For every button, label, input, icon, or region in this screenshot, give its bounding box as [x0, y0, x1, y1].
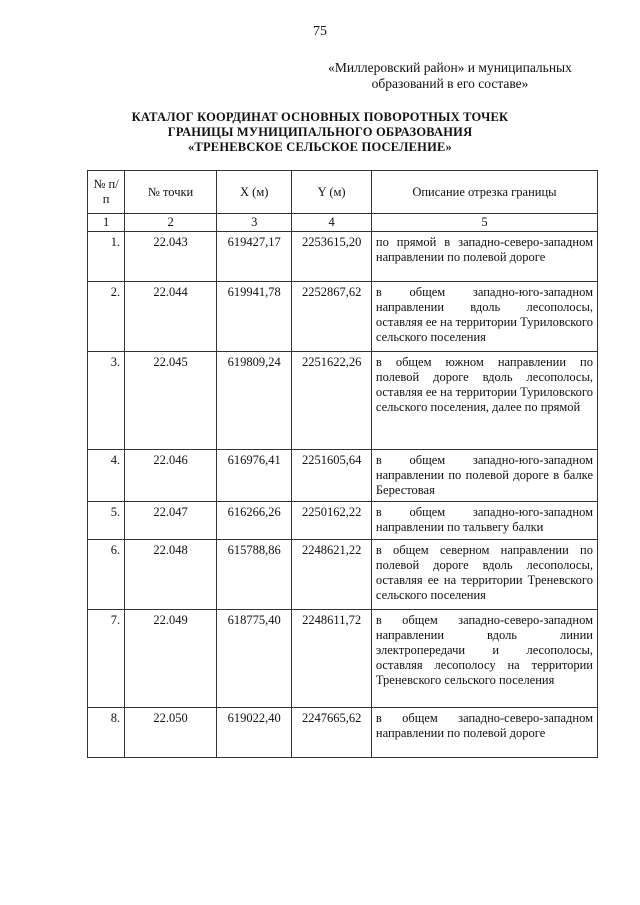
row-x: 619941,78: [217, 282, 292, 352]
table-row: [88, 540, 598, 610]
column-number: 2: [125, 214, 217, 232]
row-x: 619809,24: [217, 352, 292, 450]
row-x: 619022,40: [217, 708, 292, 758]
row-index: 5.: [88, 502, 125, 540]
row-description: в общем южном направлении по полевой дороге вдоль лесополосы, оставляя ее на территории Туриловского сельского поселения, далее по прямой: [371, 352, 597, 450]
table-header-row: [88, 171, 598, 214]
row-x: 618775,40: [217, 610, 292, 708]
row-description: в общем западно-юго-западном направлении по полевой дороге в балке Берестовая: [371, 450, 597, 502]
table-row: [88, 282, 598, 352]
row-point: 22.049: [125, 610, 217, 708]
header-note-line: «Миллеровский район» и муниципальных: [328, 60, 572, 75]
row-description: по прямой в западно-северо-западном направлении по полевой дороге: [371, 232, 597, 282]
header-note: [300, 60, 600, 92]
row-index: 7.: [88, 610, 125, 708]
page-number: 75: [313, 24, 327, 39]
table-body: [88, 232, 598, 758]
document-title: [0, 110, 640, 155]
title-line: ГРАНИЦЫ МУНИЦИПАЛЬНОГО ОБРАЗОВАНИЯ: [167, 125, 473, 139]
column-number: 5: [371, 214, 597, 232]
table-row: [88, 708, 598, 758]
table-row: [88, 232, 598, 282]
row-index: 6.: [88, 540, 125, 610]
column-number: 1: [88, 214, 125, 232]
row-y: 2248611,72: [292, 610, 371, 708]
coordinates-table: [87, 170, 598, 758]
header-point: № точки: [125, 171, 217, 214]
row-y: 2248621,22: [292, 540, 371, 610]
row-description: в общем северном направлении по полевой дороге вдоль лесополосы, оставляя ее на территории Треневского сельского поселения: [371, 540, 597, 610]
table-row: [88, 610, 598, 708]
row-y: 2253615,20: [292, 232, 371, 282]
row-point: 22.048: [125, 540, 217, 610]
row-point: 22.044: [125, 282, 217, 352]
row-point: 22.046: [125, 450, 217, 502]
row-y: 2252867,62: [292, 282, 371, 352]
row-x: 616266,26: [217, 502, 292, 540]
row-point: 22.043: [125, 232, 217, 282]
row-index: 4.: [88, 450, 125, 502]
row-description: в общем западно-северо-западном направлении вдоль линии электропередачи и лесополосы, оставляя лесополосу на территории Треневского сельского поселения: [371, 610, 597, 708]
row-index: 2.: [88, 282, 125, 352]
table-row: [88, 502, 598, 540]
row-point: 22.045: [125, 352, 217, 450]
row-x: 615788,86: [217, 540, 292, 610]
header-x: X (м): [217, 171, 292, 214]
row-description: в общем западно-северо-западном направлении по полевой дороге: [371, 708, 597, 758]
header-index: № п/п: [88, 171, 125, 214]
row-index: 3.: [88, 352, 125, 450]
header-y: Y (м): [292, 171, 371, 214]
title-line: КАТАЛОГ КООРДИНАТ ОСНОВНЫХ ПОВОРОТНЫХ ТОЧЕК: [131, 110, 509, 124]
table-row: [88, 352, 598, 450]
row-x: 616976,41: [217, 450, 292, 502]
row-point: 22.047: [125, 502, 217, 540]
row-index: 1.: [88, 232, 125, 282]
table-row: [88, 450, 598, 502]
row-point: 22.050: [125, 708, 217, 758]
column-number-row: [88, 214, 598, 232]
row-description: в общем западно-юго-западном направлении вдоль лесополосы, оставляя ее на территории Туриловского сельского поселения: [371, 282, 597, 352]
header-note-line: образований в его составе»: [371, 76, 529, 91]
row-y: 2247665,62: [292, 708, 371, 758]
column-number: 4: [292, 214, 371, 232]
row-y: 2250162,22: [292, 502, 371, 540]
row-index: 8.: [88, 708, 125, 758]
row-x: 619427,17: [217, 232, 292, 282]
column-number: 3: [217, 214, 292, 232]
row-y: 2251605,64: [292, 450, 371, 502]
row-description: в общем западно-юго-западном направлении по тальвегу балки: [371, 502, 597, 540]
header-description: Описание отрезка границы: [371, 171, 597, 214]
row-y: 2251622,26: [292, 352, 371, 450]
title-line: «ТРЕНЕВСКОЕ СЕЛЬСКОЕ ПОСЕЛЕНИЕ»: [187, 140, 453, 154]
